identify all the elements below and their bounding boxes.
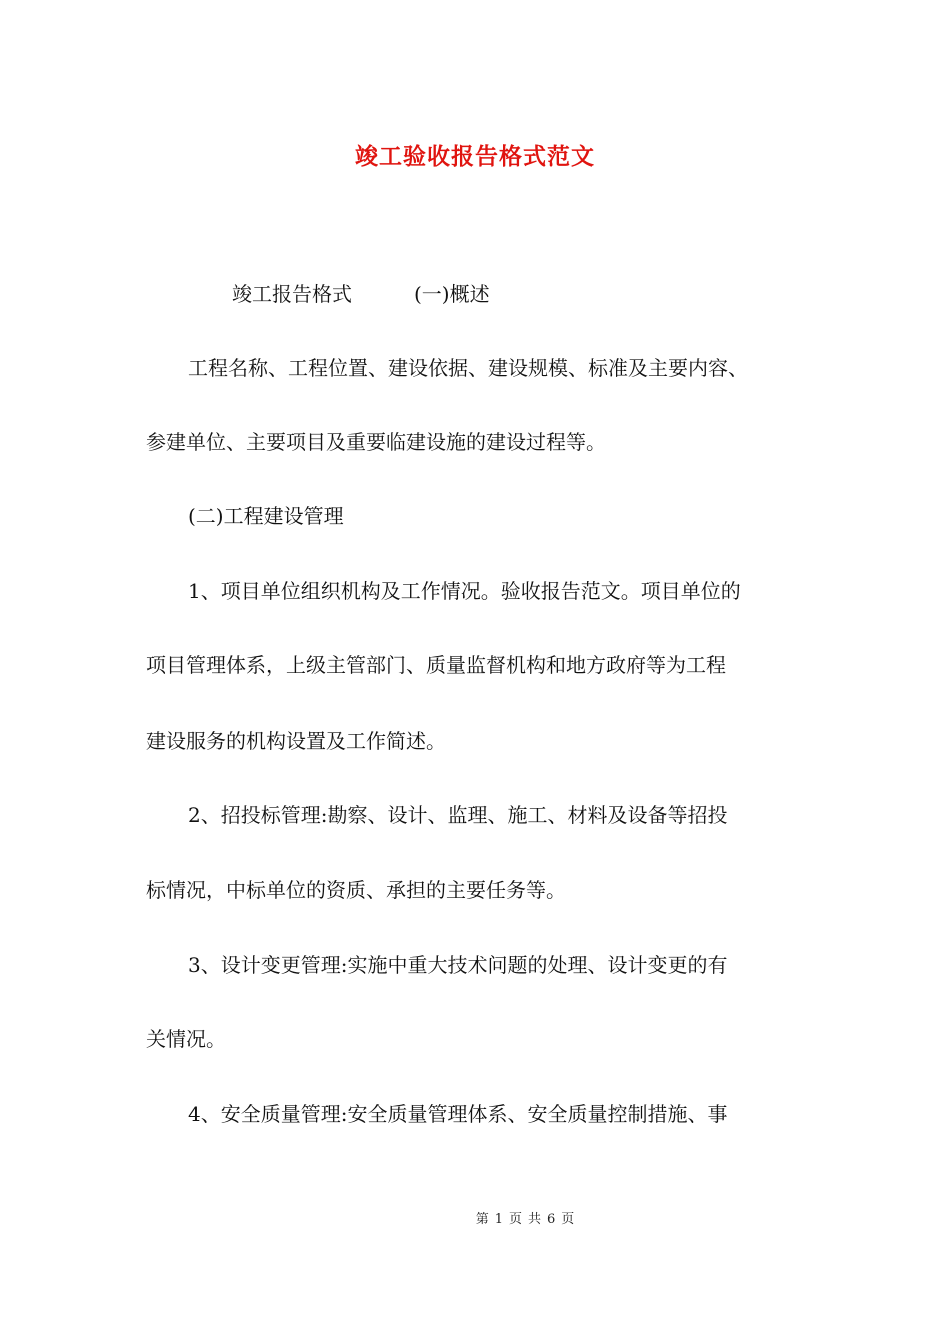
heading-report-format: 竣工报告格式	[232, 282, 352, 306]
paragraph-line: 参建单位、主要项目及重要临建设施的建设过程等。	[146, 430, 606, 454]
section-heading: (二)工程建设管理	[188, 504, 344, 528]
paragraph-line: 关情况。	[146, 1027, 226, 1051]
document-title: 竣工验收报告格式范文	[355, 143, 595, 170]
heading-overview: (一)概述	[414, 282, 490, 306]
page-footer	[0, 1208, 950, 1227]
footer-total-prefix: 共	[528, 1212, 542, 1227]
paragraph-line: 1、项目单位组织机构及工作情况。验收报告范文。项目单位的	[188, 579, 741, 603]
paragraph-line: 工程名称、工程位置、建设依据、建设规模、标准及主要内容、	[188, 356, 748, 380]
paragraph-line: 4、安全质量管理:安全质量管理体系、安全质量控制措施、事	[188, 1102, 728, 1126]
footer-total-unit: 页	[561, 1212, 575, 1227]
paragraph-line: 建设服务的机构设置及工作简述。	[146, 729, 446, 753]
paragraph-line: 3、设计变更管理:实施中重大技术问题的处理、设计变更的有	[188, 953, 728, 977]
paragraph-line: 项目管理体系，上级主管部门、质量监督机构和地方政府等为工程	[146, 653, 726, 677]
paragraph-line: 标情况，中标单位的资质、承担的主要任务等。	[146, 878, 566, 902]
footer-total-pages: 6	[547, 1212, 556, 1227]
footer-prefix: 第	[475, 1212, 489, 1227]
footer-page-unit: 页	[508, 1212, 522, 1227]
footer-page-number: 1	[494, 1212, 503, 1227]
paragraph-line: 2、招投标管理:勘察、设计、监理、施工、材料及设备等招投	[188, 803, 728, 827]
